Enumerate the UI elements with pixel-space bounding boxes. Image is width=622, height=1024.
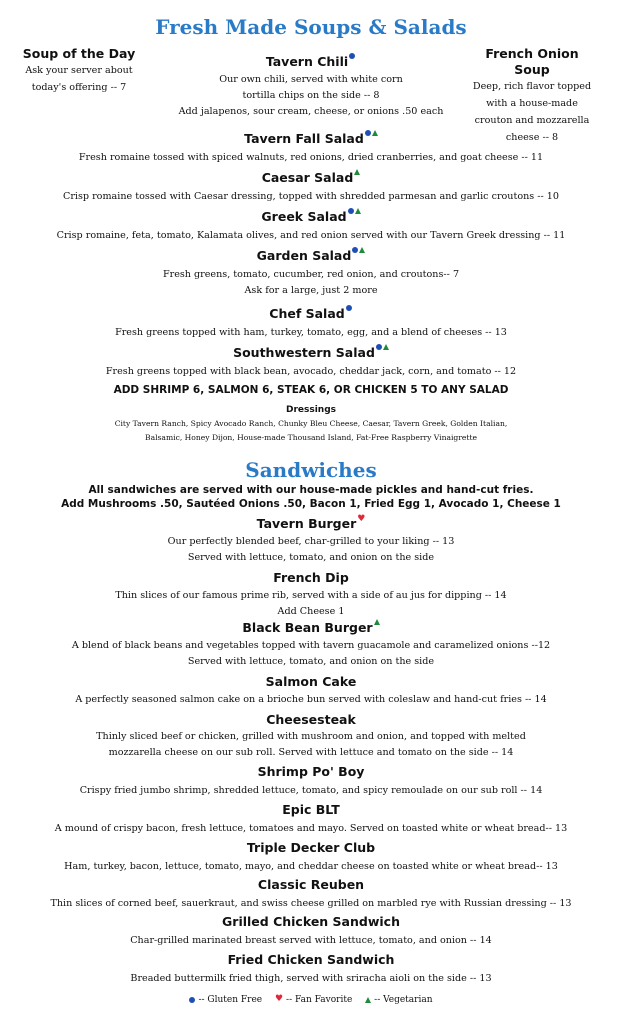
item-desc-line: A blend of black beans and vegetables topped with tavern guacamole and caramelized onions --12 xyxy=(71,640,551,651)
item-name: Southwestern Salad xyxy=(233,345,375,360)
salmon-cake xyxy=(0,674,622,708)
diet-marks xyxy=(348,206,361,222)
item-desc-line: Add Cheese 1 xyxy=(277,606,345,617)
diet-marks xyxy=(352,245,365,261)
item-name: Tavern Burger xyxy=(256,516,357,531)
intro-line: Add Mushrooms .50, Sautéed Onions .50, Bacon 1, Fried Egg 1, Avocado 1, Cheese 1 xyxy=(61,498,561,510)
gluten-free-icon xyxy=(349,53,355,59)
garden-salad xyxy=(0,248,622,299)
item-desc-line: A mound of crispy bacon, fresh lettuce, tomatoes and mayo. Served on toasted white or wheat bread-- 13 xyxy=(54,823,568,834)
diet-legend xyxy=(0,994,622,1006)
caesar-salad xyxy=(0,170,622,205)
legend-fan-favorite xyxy=(275,994,352,1006)
item-name: Garden Salad xyxy=(256,248,352,263)
item-name: Epic BLT xyxy=(282,802,340,817)
item-desc-line: Our own chili, served with white corn xyxy=(219,74,403,85)
item-desc-line: Add jalapenos, sour cream, cheese, or onions .50 each xyxy=(178,106,444,117)
item-desc-line: Fresh greens, tomato, cucumber, red onion, and croutons-- 7 xyxy=(162,269,460,280)
vegetarian-icon xyxy=(365,997,371,1003)
item-desc-line: Crisp romaine tossed with Caesar dressing, topped with shredded parmesan and garlic croutons -- 10 xyxy=(62,191,560,202)
salad-addons: ADD SHRIMP 6, SALMON 6, STEAK 6, OR CHICKEN 5 TO ANY SALAD xyxy=(113,384,509,396)
gluten-free-icon xyxy=(365,130,371,136)
legend-label: -- Gluten Free xyxy=(198,995,263,1005)
item-desc-line: Char-grilled marinated breast served with lettuce, tomato, and onion -- 14 xyxy=(130,935,492,946)
diet-marks xyxy=(357,513,365,529)
item-desc-line: Fresh romaine tossed with spiced walnuts, red onions, dried cranberries, and goat cheese -- 11 xyxy=(78,152,544,163)
epic-blt xyxy=(0,802,622,837)
tavern-fall-salad xyxy=(0,131,622,166)
item-name: Black Bean Burger xyxy=(242,620,373,635)
chef-salad xyxy=(0,306,622,341)
cheesesteak xyxy=(0,712,622,761)
item-name: Tavern Fall Salad xyxy=(244,131,364,146)
dressings xyxy=(0,404,622,445)
item-name: Soup of the Day xyxy=(22,46,136,61)
fan-favorite-icon: ♥ xyxy=(357,514,366,524)
item-name: Shrimp Po' Boy xyxy=(257,764,365,779)
dressings-line: Balsamic, Honey Dijon, House-made Thousand Island, Fat-Free Raspberry Vinaigrette xyxy=(145,433,477,442)
diet-marks xyxy=(365,128,378,144)
sandwich-intro xyxy=(0,483,622,511)
triple-decker-club xyxy=(0,840,622,875)
item-name: Salmon Cake xyxy=(265,674,357,689)
vegetarian-icon xyxy=(383,344,389,350)
item-desc-line: A perfectly seasoned salmon cake on a brioche bun served with coleslaw and hand-cut fries -- 14 xyxy=(75,694,547,705)
item-desc-line: Breaded buttermilk fried thigh, served with sriracha aioli on the side -- 13 xyxy=(130,973,492,984)
diet-marks xyxy=(374,617,380,633)
shrimp-po-boy xyxy=(0,764,622,799)
grilled-chicken-sandwich xyxy=(0,914,622,949)
intro-line: All sandwiches are served with our house-made pickles and hand-cut fries. xyxy=(88,484,534,496)
southwestern-salad xyxy=(0,345,622,380)
item-desc-line: Served with lettuce, tomato, and onion on the side xyxy=(187,552,435,563)
sandwiches-title: Sandwiches xyxy=(245,458,377,482)
black-bean-burger xyxy=(0,620,622,670)
gluten-free-icon xyxy=(189,997,195,1003)
vegetarian-icon xyxy=(354,169,360,175)
item-desc-line: Our perfectly blended beef, char-grilled to your liking -- 13 xyxy=(167,536,455,547)
item-name: Greek Salad xyxy=(261,209,347,224)
item-name: Classic Reuben xyxy=(257,877,365,892)
fan-favorite-icon: ♥ xyxy=(274,994,284,1004)
item-name: Tavern Chili xyxy=(265,54,349,69)
dressings-title: Dressings xyxy=(285,405,337,415)
soups-salads-title: Fresh Made Soups & Salads xyxy=(155,15,467,39)
item-name: French Onion Soup xyxy=(485,46,579,77)
gluten-free-icon xyxy=(346,305,352,311)
legend-vegetarian xyxy=(365,994,432,1006)
item-name: Cheesesteak xyxy=(266,712,356,727)
dressings-line: City Tavern Ranch, Spicy Avocado Ranch, Chunky Bleu Cheese, Caesar, Tavern Greek, Golden Italian, xyxy=(114,419,508,428)
item-desc-line: Thin slices of corned beef, sauerkraut, and swiss cheese grilled on marbled rye with Russian dressing -- 13 xyxy=(50,898,572,909)
legend-label: -- Vegetarian xyxy=(374,995,433,1005)
item-desc: Ask your server about today's offering -- 7 xyxy=(25,65,133,93)
item-desc-line: Fresh greens topped with black bean, avocado, cheddar jack, corn, and tomato -- 12 xyxy=(105,366,517,377)
item-desc: Deep, rich flavor topped with a house-made crouton and mozzarella cheese -- 8 xyxy=(472,81,592,143)
gluten-free-icon xyxy=(352,247,358,253)
item-name: French Dip xyxy=(273,570,349,585)
gluten-free-icon xyxy=(376,344,382,350)
legend-gluten-free xyxy=(189,994,262,1006)
vegetarian-icon xyxy=(359,247,365,253)
diet-marks xyxy=(354,167,360,183)
item-desc-line: Served with lettuce, tomato, and onion on the side xyxy=(187,656,435,667)
item-desc-line: mozzarella cheese on our sub roll. Served with lettuce and tomato on the side -- 14 xyxy=(108,747,514,758)
item-desc-line: Fresh greens topped with ham, turkey, tomato, egg, and a blend of cheeses -- 13 xyxy=(115,327,507,338)
vegetarian-icon xyxy=(374,619,380,625)
diet-marks xyxy=(376,342,389,358)
vegetarian-icon xyxy=(355,208,361,214)
legend-label: -- Fan Favorite xyxy=(286,995,353,1005)
item-name: Chef Salad xyxy=(269,306,345,321)
item-name: Caesar Salad xyxy=(261,170,354,185)
classic-reuben xyxy=(0,877,622,912)
item-desc-line: Crispy fried jumbo shrimp, shredded lettuce, tomato, and spicy remoulade on our sub roll -- 14 xyxy=(79,785,543,796)
item-desc-line: Thinly sliced beef or chicken, grilled with mushroom and onion, and topped with melted xyxy=(96,731,526,742)
item-name: Triple Decker Club xyxy=(246,840,376,855)
item-name: Grilled Chicken Sandwich xyxy=(222,914,400,929)
item-desc-line: Crisp romaine, feta, tomato, Kalamata olives, and red onion served with our Tavern Greek dressing -- 11 xyxy=(56,230,566,241)
item-desc-line: Thin slices of our famous prime rib, served with a side of au jus for dipping -- 14 xyxy=(115,590,507,601)
item-name: Fried Chicken Sandwich xyxy=(227,952,395,967)
item-desc-line: Ham, turkey, bacon, lettuce, tomato, mayo, and cheddar cheese on toasted white or wheat bread-- 13 xyxy=(64,861,558,872)
french-dip xyxy=(0,570,622,620)
gluten-free-icon xyxy=(348,208,354,214)
tavern-burger xyxy=(0,516,622,566)
vegetarian-icon xyxy=(372,130,378,136)
fried-chicken-sandwich xyxy=(0,952,622,987)
diet-marks xyxy=(346,303,353,319)
diet-marks xyxy=(349,51,356,67)
greek-salad xyxy=(0,209,622,244)
item-desc-line: tortilla chips on the side -- 8 xyxy=(242,90,380,101)
item-desc-line: Ask for a large, just 2 more xyxy=(244,285,378,296)
